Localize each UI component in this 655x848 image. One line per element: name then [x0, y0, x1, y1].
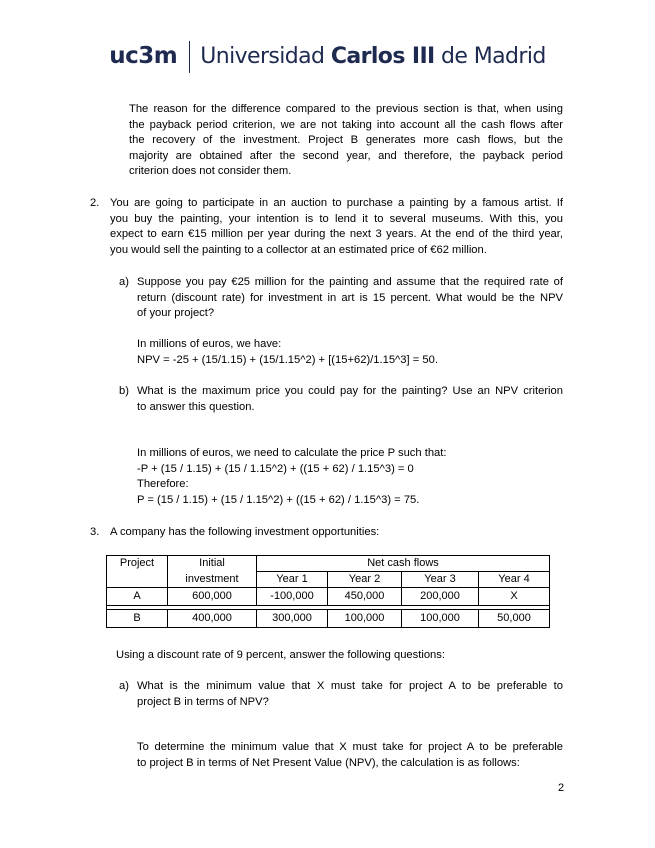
table-cell: -100,000: [257, 588, 328, 606]
text-line: In millions of euros, we have:: [137, 338, 282, 350]
text-line: What is the minimum value that X must take for project A to be preferable to: [137, 680, 563, 692]
table-header-initial: Initial: [168, 556, 257, 572]
question-2-text: [110, 196, 563, 258]
question-3a-text: [137, 679, 563, 710]
text-line: majority are obtained after the second year, and therefore, the payback period: [129, 149, 563, 162]
text-line: What is the maximum price you could pay for the painting? Use an NPV criterion: [137, 385, 563, 397]
university-prefix: Universidad: [200, 43, 325, 69]
text-line: of your project?: [137, 307, 215, 320]
text-line: P = (15 / 1.15) + (15 / 1.15^2) + ((15 + 62) / 1.15^3) = 75.: [137, 493, 420, 506]
text-line: to project B in terms of Net Present Value (NPV), the calculation is as follows:: [137, 756, 520, 769]
table-header-net-cash-flows: Net cash flows: [257, 556, 550, 572]
university-bold: Carlos III: [330, 43, 435, 69]
text-line: -P + (15 / 1.15) + (15 / 1.15^2) + ((15 + 62) / 1.15^3) = 0: [137, 462, 414, 475]
table-cell: X: [479, 588, 550, 606]
table-cell: 100,000: [402, 610, 479, 628]
page-header: [0, 44, 655, 76]
table-cell: 100,000: [328, 610, 402, 628]
text-line: you buy the painting, your intention is to lend it to several museums. With this, you: [110, 212, 563, 225]
text-line: to answer this question.: [137, 400, 255, 413]
uc3m-logo: uc3m: [109, 42, 178, 69]
text-line: NPV = -25 + (15/1.15) + (15/1.15^2) + [(15+62)/1.15^3] = 50.: [137, 353, 438, 366]
table-header-project: Project: [107, 556, 168, 588]
question-3-number: 3.: [90, 526, 100, 538]
text-line: In millions of euros, we need to calculate the price P such that:: [137, 447, 447, 459]
table-header-year: Year 2: [328, 572, 402, 588]
table-cell: B: [107, 610, 168, 628]
text-line: expect to earn €15 million per year during the next 3 years. At the end of the third year,: [110, 228, 563, 241]
text-line: Therefore:: [137, 478, 189, 491]
question-3a-answer: [137, 740, 563, 771]
question-2a-label: a): [119, 276, 129, 288]
table-cell: 300,000: [257, 610, 328, 628]
table-header-initial-2: investment: [168, 572, 257, 588]
text-line: project B in terms of NPV?: [137, 695, 269, 708]
university-name: [200, 44, 545, 69]
university-suffix: de Madrid: [441, 43, 546, 69]
question-2b-label: b): [119, 385, 129, 397]
text-line: return (discount rate) for investment in art is 15 percent. What would be the NPV: [137, 291, 563, 304]
text-line: To determine the minimum value that X must take for project A to be preferable: [137, 741, 563, 753]
question-2a-answer: [137, 337, 563, 368]
page-number: 2: [558, 782, 565, 794]
text-line: Suppose you pay €25 million for the painting and assume that the required rate of: [137, 276, 563, 288]
question-2a-text: [137, 275, 563, 322]
table-cell: 400,000: [168, 610, 257, 628]
question-3-text: A company has the following investment opportunities:: [110, 526, 380, 538]
table-cell: 200,000: [402, 588, 479, 606]
intro-paragraph: [129, 102, 563, 180]
discount-note: Using a discount rate of 9 percent, answer the following questions:: [116, 649, 445, 661]
table-header-year: Year 3: [402, 572, 479, 588]
question-3a-label: a): [119, 680, 129, 692]
question-2b-text: [137, 384, 563, 415]
text-line: the payback period criterion, we are not taking into account all the cash flows after: [129, 118, 563, 131]
text-line: The reason for the difference compared to the previous section is that, when using: [129, 103, 563, 115]
table-cell: 600,000: [168, 588, 257, 606]
table-cell: 50,000: [479, 610, 550, 628]
text-line: criterion does not consider them.: [129, 165, 292, 178]
text-line: You are going to participate in an auction to purchase a painting by a famous artist. If: [110, 197, 563, 209]
table-row: [107, 588, 550, 606]
question-2-number: 2.: [90, 197, 100, 209]
text-line: you would sell the painting to a collector at an estimated price of €62 million.: [110, 243, 487, 256]
table-cell: A: [107, 588, 168, 606]
investment-table: [106, 555, 550, 628]
table-header-year: Year 1: [257, 572, 328, 588]
table-header-year: Year 4: [479, 572, 550, 588]
header-divider: [189, 41, 190, 73]
text-line: the recovery of the investment. Project B generates more cash flows, but the: [129, 134, 563, 147]
table-row: [107, 610, 550, 628]
table-cell: 450,000: [328, 588, 402, 606]
question-2b-answer: [137, 446, 563, 508]
